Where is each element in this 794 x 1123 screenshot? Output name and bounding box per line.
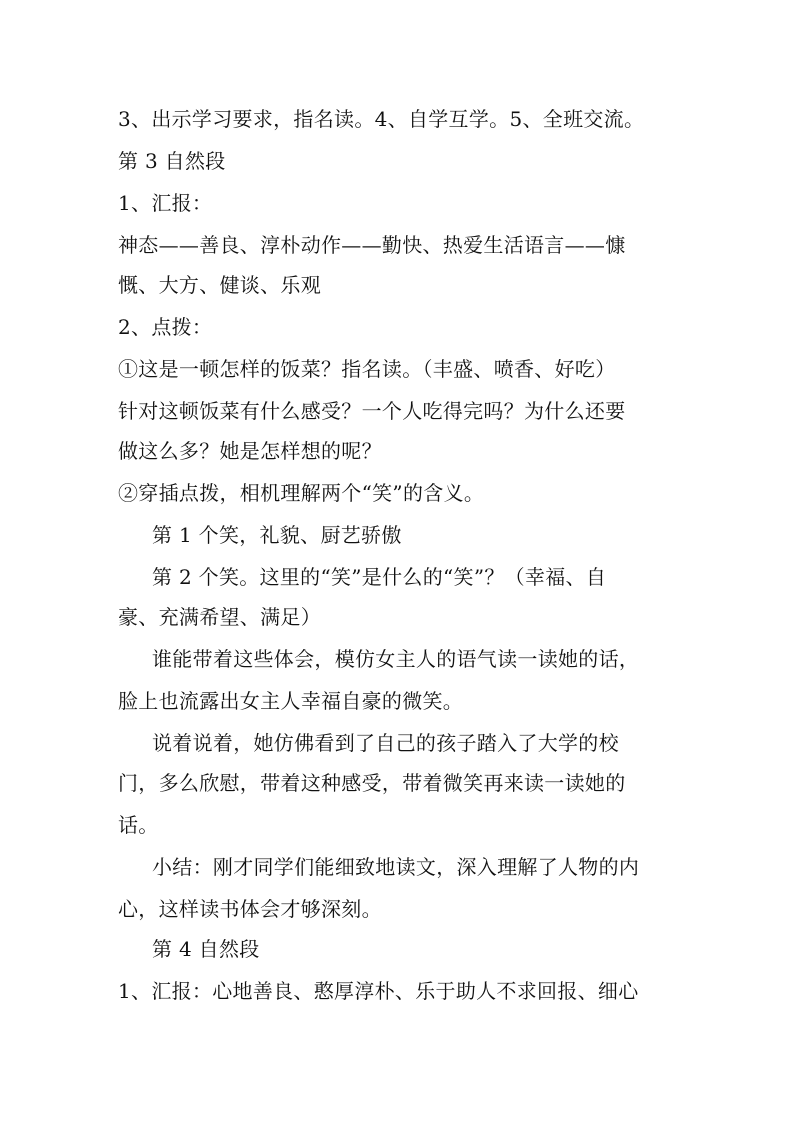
text-line: 2、点拨： — [118, 315, 213, 339]
text-line: 第 2 个笑。这里的“笑”是什么的“笑”？（幸福、自 — [152, 565, 607, 589]
section-heading: 第 4 自然段 — [152, 937, 260, 961]
text-line: 心，这样读书体会才够深刻。 — [118, 897, 382, 921]
text-line: 小结：刚才同学们能细致地读文，深入理解了人物的内 — [152, 855, 640, 879]
text-line: 3、出示学习要求，指名读。4、自学互学。5、全班交流。 — [118, 107, 645, 131]
text-line: 脸上也流露出女主人幸福自豪的微笑。 — [118, 689, 464, 713]
text-line: 门，多么欣慰，带着这种感受，带着微笑再来读一读她的 — [118, 771, 626, 795]
text-line: 针对这顿饭菜有什么感受？一个人吃得完吗？为什么还要 — [118, 399, 626, 423]
text-line: 话。 — [118, 813, 159, 837]
text-line: ①这是一顿怎样的饭菜？指名读。（丰盛、喷香、好吃） — [118, 357, 616, 381]
text-line: 1、汇报：心地善良、憨厚淳朴、乐于助人不求回报、细心 — [118, 979, 639, 1003]
text-line: 谁能带着这些体会，模仿女主人的语气读一读她的话， — [152, 647, 640, 671]
text-line: ②穿插点拨，相机理解两个“笑”的含义。 — [118, 481, 485, 505]
text-line: 说着说着，她仿佛看到了自己的孩子踏入了大学的校 — [152, 731, 619, 755]
text-line: 豪、充满希望、满足） — [118, 605, 321, 629]
text-line: 神态——善良、淳朴动作——勤快、热爱生活语言——慷 — [118, 233, 626, 257]
text-line: 做这么多？她是怎样想的呢？ — [118, 439, 382, 463]
text-line: 1、汇报： — [118, 191, 213, 215]
text-line: 慨、大方、健谈、乐观 — [118, 273, 321, 297]
section-heading: 第 3 自然段 — [118, 149, 226, 173]
text-line: 第 1 个笑，礼貌、厨艺骄傲 — [152, 523, 402, 547]
